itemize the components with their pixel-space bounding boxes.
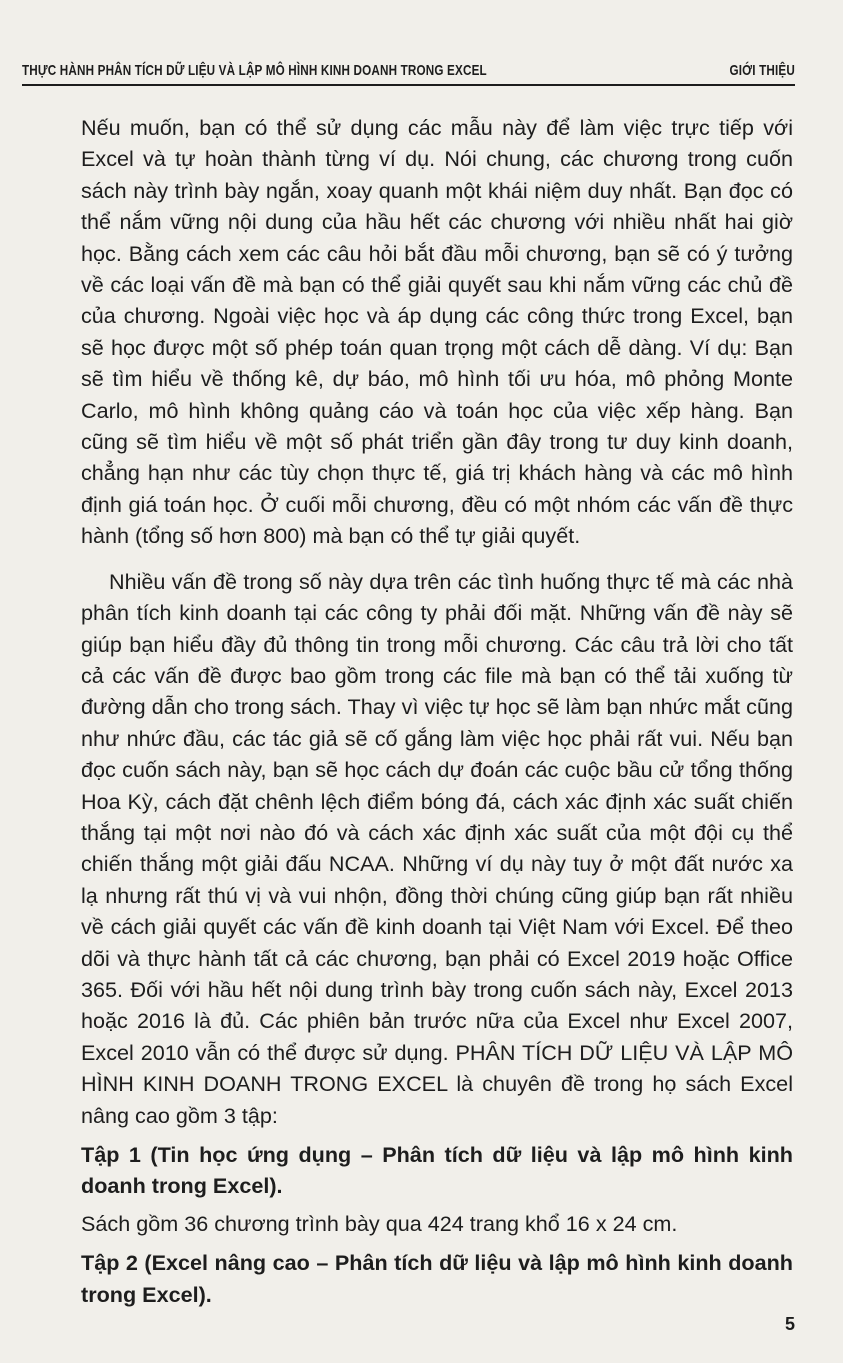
- volume-2-title: Tập 2 (Excel nâng cao – Phân tích dữ liệu và lập mô hình kinh doanh trong Excel).: [81, 1250, 793, 1307]
- volume-1-title: Tập 1 (Tin học ứng dụng – Phân tích dữ liệu và lập mô hình kinh doanh trong Excel).: [81, 1142, 793, 1199]
- header-section-title: GIỚI THIỆU: [729, 62, 795, 79]
- body-paragraph-2: Nhiều vấn đề trong số này dựa trên các tình huống thực tế mà các nhà phân tích kinh doanh tại các công ty phải đối mặt. Những vấn đề này sẽ giúp bạn hiểu đầy đủ thông tin trong mỗi chương. Các câu trả lời cho tất cả các vấn đề được bao gồm trong các file mà bạn có thể tải xuống từ đường dẫn cho trong sách. Thay vì việc tự học sẽ làm bạn nhức mắt cũng như nhức đầu, các tác giả sẽ cố gắng làm việc học phải rất vui. Nếu bạn đọc cuốn sách này, bạn sẽ học cách dự đoán các cuộc bầu cử tổng thống Hoa Kỳ, cách đặt chênh lệch điểm bóng đá, cách xác định xác suất chiến thắng tại một nơi nào đó và cách xác định xác suất của một đội cụ thể chiến thắng một giải đấu NCAA. Những ví dụ này tuy ở một đất nước xa lạ nhưng rất thú vị và vui nhộn, đồng thời chúng cũng giúp bạn rất nhiều về cách giải quyết các vấn đề kinh doanh tại Việt Nam với Excel. Để theo dõi và thực hành tất cả các chương, bạn phải có Excel 2019 hoặc Office 365. Đối với hầu hết nội dung trình bày trong cuốn sách này, Excel 2013 hoặc 2016 là đủ. Các phiên bản trước nữa của Excel như Excel 2007, Excel 2010 vẫn có thể được sử dụng. PHÂN TÍCH DỮ LIỆU VÀ LẬP MÔ HÌNH KINH DOANH TRONG EXCEL là chuyên đề trong họ sách Excel nâng cao gồm 3 tập:: [81, 568, 793, 1128]
- page-number: 5: [784, 1314, 795, 1334]
- running-header: [22, 56, 795, 86]
- body-paragraph-1: Nếu muốn, bạn có thể sử dụng các mẫu này để làm việc trực tiếp với Excel và tự hoàn thành từng ví dụ. Nói chung, các chương trong cuốn sách này trình bày ngắn, xoay quanh một khái niệm duy nhất. Bạn đọc có thể nắm vững nội dung của hầu hết các chương với nhiều nhất hai giờ học. Bằng cách xem các câu hỏi bắt đầu mỗi chương, bạn sẽ có ý tưởng về các loại vấn đề mà bạn có thể giải quyết sau khi nắm vững các chủ đề của chương. Ngoài việc học và áp dụng các công thức trong Excel, bạn sẽ học được một số phép toán quan trọng một cách dễ dàng. Ví dụ: Bạn sẽ tìm hiểu về thống kê, dự báo, mô hình tối ưu hóa, mô phỏng Monte Carlo, mô hình không quảng cáo và toán học của việc xếp hàng. Bạn cũng sẽ tìm hiểu về một số phát triển gần đây trong tư duy kinh doanh, chẳng hạn như các tùy chọn thực tế, giá trị khách hàng và các mô hình định giá toán học. Ở cuối mỗi chương, đều có một nhóm các vấn đề thực hành (tổng số hơn 800) mà bạn có thể tự giải quyết.: [81, 115, 793, 549]
- header-book-title: THỰC HÀNH PHÂN TÍCH DỮ LIỆU VÀ LẬP MÔ HÌNH KINH DOANH TRONG EXCEL: [22, 62, 487, 79]
- volume-1-description: Sách gồm 36 chương trình bày qua 424 trang khổ 16 x 24 cm.: [81, 1210, 678, 1236]
- page-body: [81, 112, 793, 1310]
